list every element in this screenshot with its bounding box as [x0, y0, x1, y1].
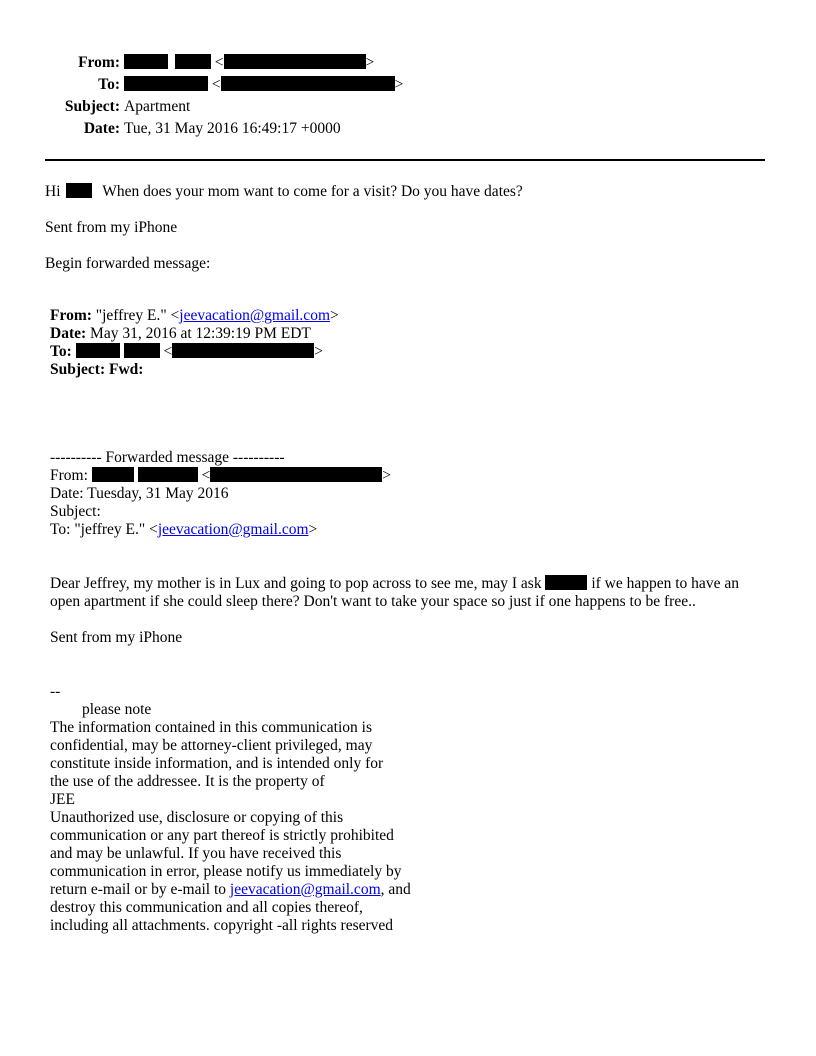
disclaimer-line: communication in error, please notify us immediately by	[50, 863, 402, 880]
forward2-separator: ---------- Forwarded message ----------	[50, 449, 285, 466]
date-label: Date:	[83, 120, 120, 137]
forward1-subject-label: Subject:	[50, 361, 106, 378]
forward2-date-row: Date: Tuesday, 31 May 2016	[50, 485, 229, 502]
disclaimer-line: constitute inside information, and is intended only for	[50, 755, 384, 772]
redacted-block	[66, 183, 92, 198]
forward2-subject-row: Subject:	[50, 503, 101, 520]
redacted-block	[221, 76, 395, 91]
email-link[interactable]: jeevacation@gmail.com	[157, 521, 309, 538]
forward1-from-row: From: "jeffrey E." <jeevacation@gmail.com>	[50, 307, 339, 324]
message-line: open apartment if she could sleep there? Don't want to take your space so just if one happens to be free..	[50, 593, 696, 610]
forward2-header	[50, 449, 391, 539]
forward1-to-label: To:	[50, 343, 72, 360]
redacted-block	[124, 343, 160, 358]
redacted-block	[76, 343, 120, 358]
disclaimer-line: including all attachments. copyright -all rights reserved	[50, 917, 394, 934]
original-message	[50, 575, 739, 611]
forward1-from-name: "jeffrey E." <	[95, 307, 180, 324]
redacted-block	[545, 575, 587, 590]
redacted-block	[124, 76, 152, 91]
from-label: From:	[78, 54, 120, 71]
disclaimer-line: confidential, may be attorney-client privileged, may	[50, 737, 373, 754]
forward2-from-label: From:	[50, 467, 88, 484]
forward1-to-row: To: < >	[50, 343, 323, 360]
forward1-header	[50, 307, 339, 379]
disclaimer-line: the use of the addressee. It is the property of	[50, 773, 325, 790]
disclaimer-line: JEE	[50, 791, 75, 808]
redacted-block	[224, 54, 366, 69]
subject-value: Apartment	[124, 98, 191, 115]
to-label: To:	[98, 76, 120, 93]
redacted-block	[124, 54, 168, 69]
disclaimer-line: Unauthorized use, disclosure or copying of this	[50, 809, 344, 826]
message-line: Dear Jeffrey, my mother is in Lux and going to pop across to see me, may I ask if we happen to have an	[50, 575, 739, 592]
forward1-date-label: Date:	[50, 325, 87, 342]
disclaimer-line: The information contained in this communication is	[50, 719, 372, 736]
forward1-date-row	[50, 325, 339, 343]
greeting: Hi	[45, 183, 61, 200]
forward1-date: May 31, 2016 at 12:39:19 PM EDT	[90, 325, 311, 342]
message-sent-from: Sent from my iPhone	[50, 629, 183, 646]
message-line: When does your mom want to come for a visit? Do you have dates?	[102, 183, 523, 200]
email-link[interactable]: jeevacation@gmail.com	[229, 881, 381, 898]
please-note: please note	[82, 701, 152, 718]
forward2-from-row: From: < >	[50, 467, 392, 484]
forward2-to-row: To: "jeffrey E." <jeevacation@gmail.com>	[50, 521, 318, 538]
redacted-block	[92, 467, 134, 482]
disclaimer	[50, 683, 411, 935]
disclaimer-line: and may be unlawful. If you have received this	[50, 845, 342, 862]
redacted-block	[210, 467, 382, 482]
greeting-line	[45, 183, 523, 201]
forward1-from-label: From:	[50, 307, 92, 324]
disclaimer-line: destroy this communication and all copies thereof,	[50, 899, 363, 916]
date-value: Tue, 31 May 2016 16:49:17 +0000	[124, 120, 341, 137]
forward1-subject-row	[50, 361, 339, 379]
redacted-block	[152, 76, 208, 91]
forward1-subject: Fwd:	[108, 361, 144, 378]
email-link[interactable]: jeevacation@gmail.com	[179, 307, 330, 324]
redacted-block	[172, 343, 314, 358]
redacted-block	[138, 467, 198, 482]
header-divider	[45, 159, 765, 161]
redacted-block	[175, 54, 211, 69]
disclaimer-line: return e-mail or by e-mail to jeevacation@gmail.com, and	[50, 881, 411, 898]
begin-forwarded: Begin forwarded message:	[45, 255, 211, 272]
signature-dashes: --	[50, 683, 61, 700]
sent-from: Sent from my iPhone	[45, 219, 178, 236]
disclaimer-line: communication or any part thereof is strictly prohibited	[50, 827, 394, 844]
subject-label: Subject:	[64, 98, 120, 115]
